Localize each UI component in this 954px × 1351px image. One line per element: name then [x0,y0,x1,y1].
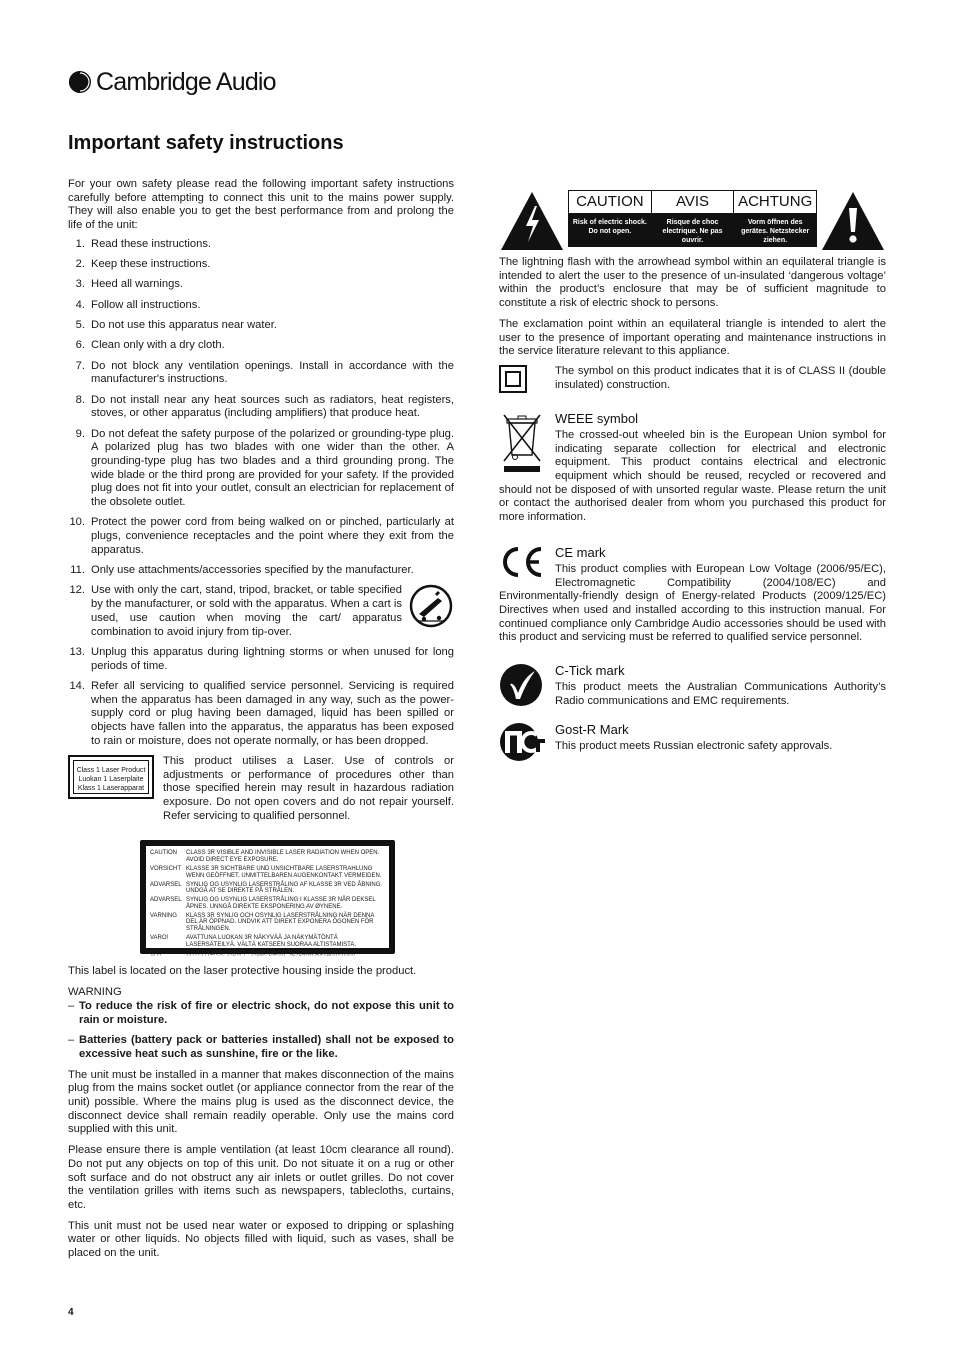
ctick-section [499,663,886,708]
warning-item: – Batteries (battery pack or batteries installed) shall not be exposed to excessive heat such as sunshine, fire or the like. [68,1034,454,1060]
list-item: 4. Follow all instructions. [75,298,201,311]
intro-paragraph: For your own safety please read the following important safety instructions carefully before attempting to connect this unit to the mains power supply. They will also enable you to get the best performance from and prolong the life of the unit: [68,178,454,232]
weee-section [499,411,886,525]
avis-heading: AVIS [652,191,734,214]
ce-heading: CE mark [555,544,606,560]
list-item: 10. Protect the power cord from being walked on or pinched, particularly at plugs, convenience receptacles and the point where they exit from the apparatus. [69,516,454,556]
achtung-heading: ACHTUNG [734,191,816,214]
gost-section [499,722,886,762]
list-item: 14. Refer all servicing to qualified service personnel. Servicing is required when the apparatus has been damaged in any way, such as the power-supply cord or plug having been damaged, liquid has been spilled or objects have fallen into the apparatus, the apparatus has been exposed to rain or moisture, does not operate normally, or has been dropped. [69,679,454,747]
warning-item: – To reduce the risk of fire or electric shock, do not expose this unit to rain or moisture. [68,999,454,1026]
achtung-body: Vorm öffnen des gerätes. Netzstecker ziehen. [734,214,816,246]
avis-body: Risque de choc electrique. Ne pas ouvrir. [652,214,734,246]
list-item: 11. Only use attachments/accessories specified by the manufacturer. [70,564,414,577]
list-item: 13. Unplug this apparatus during lightning storms or when unused for long periods of time. [69,645,454,672]
disconnect-paragraph: The unit must be installed in a manner that makes disconnection of the mains plug from the mains socket outlet (or appliance connector from the rear of the unit) possible. Where the mains plug is used as the disconnect device, the disconnect device shall remain readily operable. Only use the mains cord supplied with this unit. [68,1068,454,1136]
ce-section [499,545,886,645]
weee-text: The crossed-out wheeled bin is the European Union symbol for indicating separate collection for electrical and electronic equipment. This product contains electrical and electronic equipment which should be reused, recycled or recovered and should not be disposed of with unsorted regular waste. Please return the unit or contact the authorised dealer from whom you purchased this product for more information. [499,428,886,524]
class2-double-insulation-icon [499,365,545,393]
lightning-text: The lightning flash with the arrowhead symbol within an equilateral triangle is intended to alert the user to the presence of un-insulated ‘dangerous voltage’ within the product’s enclosure that may be of sufficient magnitude to constitute a risk of electric shock to persons. [499,256,886,310]
list-item: 6. Clean only with a dry cloth. [75,339,225,352]
ctick-text: This product meets the Australian Communications Authority’s Radio communications and EMC requirements. [555,681,886,707]
ce-text: This product complies with European Low Voltage (2006/95/EC), Electromagnetic Compatibility (2004/108/EC) and Environmentally-friendly design of Energy-related Products (2009/125/EC) Directives when used and installed according to this instruction manual. For continued compliance only Cambridge Audio accessories should be used with this product and servicing must be referred to qualified service personnel. [499,562,886,644]
laser-notice [68,755,454,824]
gost-heading: Gost-R Mark [555,722,629,738]
caution-heading: CAUTION [569,191,651,214]
right-column [499,190,886,762]
list-item: 12. Use with only the cart, stand, tripod, bracket, or table specified by the manufacturer, or sold with the apparatus. When a cart is used, use caution when moving the cart/ apparatus combination to avoid injury from tip-over. [68,584,454,639]
brand-name: Cambridge Audio [96,67,276,96]
weee-crossed-bin-icon [499,411,545,473]
label-location-text: This label is located on the laser protective housing inside the product. [68,965,417,978]
lightning-warning-icon [499,190,565,252]
exclamation-text: The exclamation point within an equilateral triangle is intended to alert the user to the presence of important operating and maintenance instructions in the service literature relevant to this appliance. [499,317,886,358]
cart-tip-over-warning-icon [408,584,454,628]
weee-heading: WEEE symbol [555,410,639,426]
laser-warning-label: CAUTION CLASS 3R VISIBLE AND INVISIBLE LASER RADIATION WHEN OPEN. AVOID DIRECT EYE EXPOSURE. VORSICHT KLASSE 3R SICHTBARE UND UNSICHTBARE LASERSTRAHLUNG WENN GEÖFFNET. UNMITTELBAREN AUGENKONTAKT VERMEIDEN. ADVARSEL SYNLIG OG USYNLIG LASERSTRÅLING AF KLASSE 3R VED ÅBNING. UNDGÅ AT SE DIREKTE PÅ STRÅLEN. ADVARSEL SYNLIG OG USYNLIG LASERSTRÅLING I KLASSE 3R NÅR DEKSEL ÅPNES. UNNGÅ DIREKTE EKSPONERING AV ØYNENE. VARNING KLASS 3R SYNLIG OCH OSYNLIG LASERSTRÅLNING NÄR DENNA DEL ÄR ÖPPNAD. UNDVIK ATT DIREKT EXPONERA ÖGONEN FÖR STRÅLNINGEN. VARO! AVATTUNA LUOKAN 3R NÄKYVÄÄ JA NÄKYMÄTÖNTÄ LASERSÄTEILYÄ. VÄLTÄ KATSEEN SUORAA ALTISTAMISTA. 警告 打开时有3R类可见和不可见激光辐射，避免眼睛受到直射的照射 [140,840,395,954]
water-paragraph: This unit must not be used near water or exposed to dripping or splashing water or other liquids. No objects filled with liquid, such as vases, shall be placed on the unit. [68,1219,454,1260]
brand-logo [68,67,276,97]
class2-section [499,365,886,393]
warning-heading: WARNING [68,986,122,999]
class2-text: The symbol on this product indicates that it is of CLASS II (double insulated) construction. [555,364,886,391]
caution-banner [499,190,886,252]
c-tick-mark-icon [499,663,545,707]
caution-box [568,190,817,247]
left-column [68,178,454,1261]
list-item: 1. Read these instructions. [75,237,212,250]
list-item: 9. Do not defeat the safety purpose of the polarized or grounding-type plug. A polarized plug has two blades with one wider than the other. A grounding-type plug has two blades and a third grounding prong. The wide blade or the third prong are provided for your safety. If the provided plug does not fit into your outlet, consult an electrician for replacement of the obsolete outlet. [75,427,454,509]
gost-text: This product meets Russian electronic safety approvals. [555,740,833,753]
instruction-list [68,238,454,749]
cambridge-audio-logo-icon [68,70,92,94]
list-item: 2. Keep these instructions. [75,258,211,271]
laser-text: This product utilises a Laser. Use of controls or adjustments or performance of procedures other than those specified herein may result in hazardous radiation exposure. Do not open covers and do not repair yourself. Refer servicing to qualified personnel. [163,754,454,822]
ctick-heading: C-Tick mark [555,663,625,679]
class1-laser-label: Class 1 Laser Product Luokan 1 Laserplaite Klass 1 Laserapparat [68,755,154,799]
page-title: Important safety instructions [68,132,344,154]
ce-mark-icon [499,545,545,579]
gost-r-mark-icon [499,722,545,762]
page-number: 4 [68,1307,74,1318]
list-item: 5. Do not use this apparatus near water. [75,319,277,331]
list-item: 7. Do not block any ventilation openings. Install in accordance with the manufacturer's instructions. [75,359,454,386]
list-item: 8. Do not install near any heat sources such as radiators, heat registers, stoves, or other apparatus (including amplifiers) that produce heat. [75,393,454,420]
exclamation-warning-icon [820,190,886,252]
caution-body: Risk of electric shock. Do not open. [569,214,651,246]
list-item: 3. Heed all warnings. [75,278,184,291]
ventilation-paragraph: Please ensure there is ample ventilation (at least 10cm clearance all round). Do not put any objects on top of this unit. Do not situate it on a rug or other soft surface and do not obstruct any air inlets or outlet grilles. Do not cover the ventilation grilles with items such as newspapers, tablecloths, curtains, etc. [68,1144,454,1211]
